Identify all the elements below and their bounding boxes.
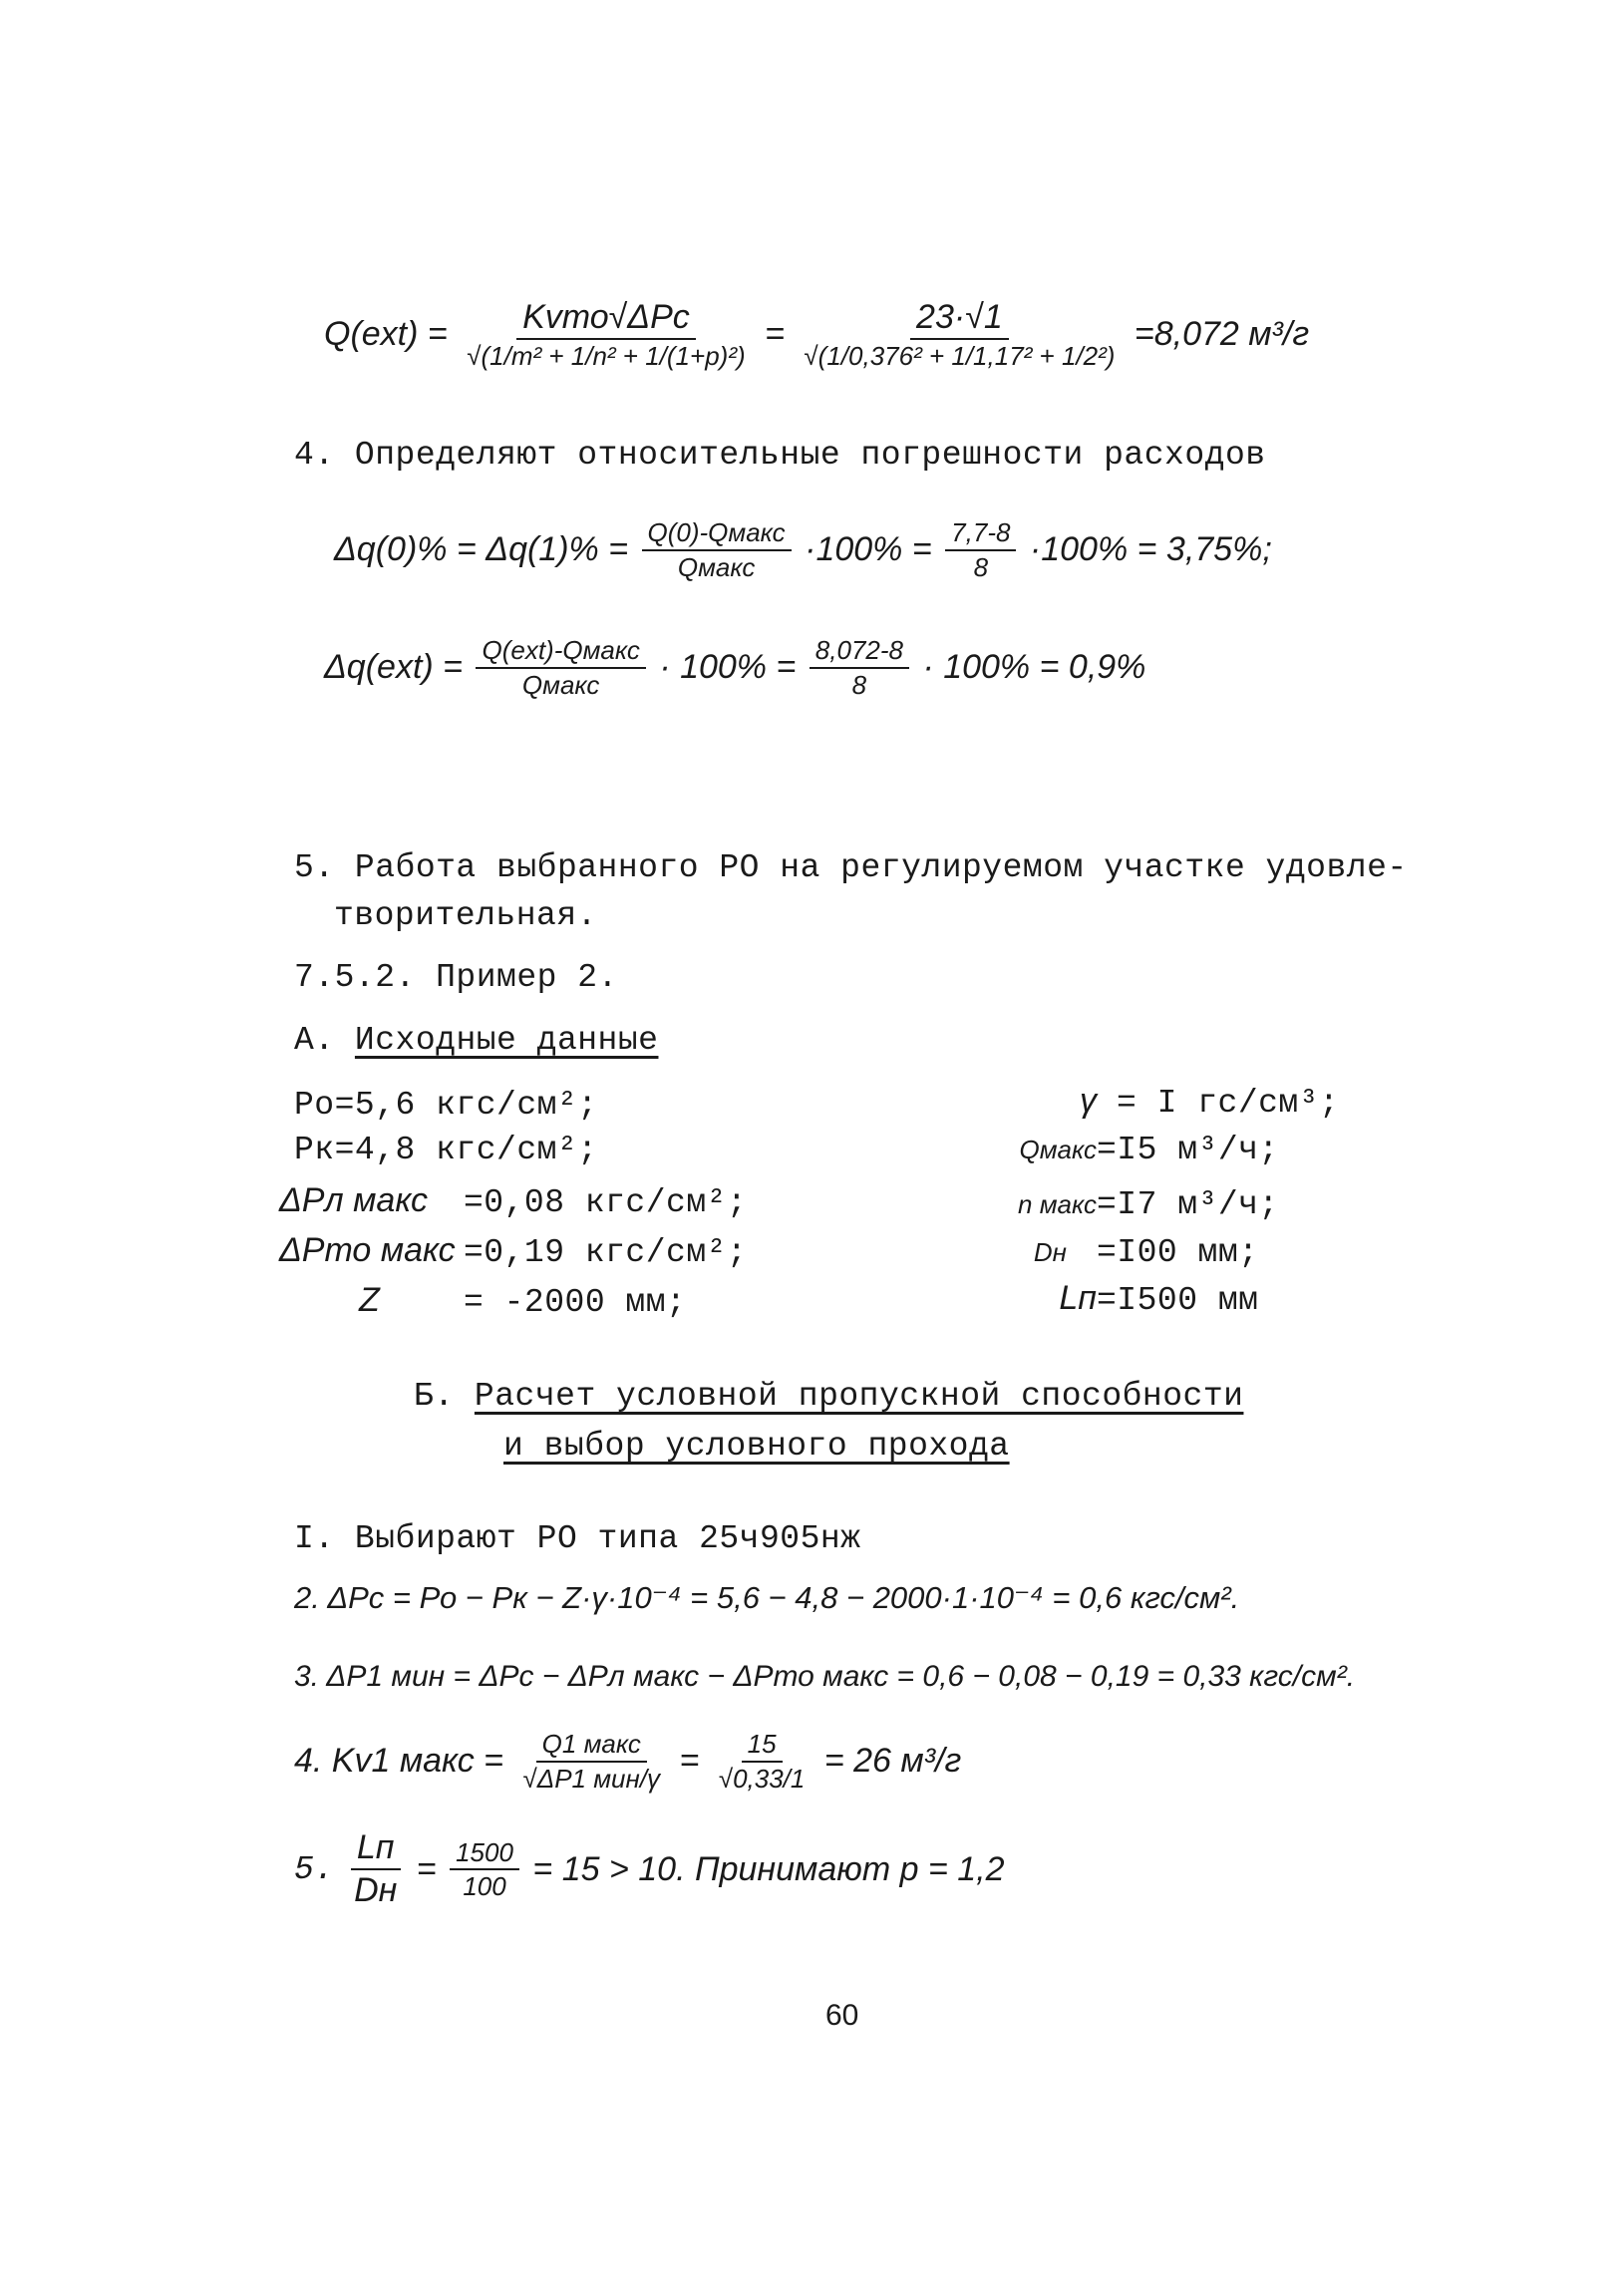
section-b-title-line-1: Расчет условной пропускной способности: [474, 1378, 1244, 1415]
fraction: $\frac{\text{Q(ext)-Qмакс}}{\text{Qмакс}}$: [476, 636, 645, 699]
fraction: $\frac{15}{√0,33/1}$: [718, 1729, 806, 1794]
fraction-denominator: √(1/0,376² + 1/1,17² + 1/2²): [804, 341, 1116, 372]
section-b-heading: Б. Расчет условной пропускной способности: [414, 1378, 1244, 1415]
fraction: $\frac{Lп}{Dн}$: [348, 1829, 403, 1910]
data-gamma: γ = I гс/см³;: [1080, 1082, 1340, 1122]
fraction: $\frac{8,072-8}{8}$: [810, 636, 909, 699]
data-ln: Lп=I500 мм: [1059, 1279, 1259, 1319]
section-a-title: Исходные данные: [354, 1022, 659, 1059]
formula-relative-error-0: Δq(0)% = Δq(1)% = $\frac{\text{Q(0)-Qмакс}}{\text{Qмакс}}$ ·100% = $\frac{7,7-8}{8}$ ·100% = 3,75%;: [334, 517, 1272, 582]
data-rk: Рк=4,8 кгс/см²;: [294, 1132, 598, 1168]
data-dp-l-max: ΔРл макс =0,08 кгс/см²;: [279, 1181, 748, 1221]
fraction-1: [461, 299, 751, 371]
fraction-denominator: √(1/m² + 1/n² + 1/(1+p)²): [467, 341, 746, 372]
page-number: 60: [825, 1999, 859, 2032]
fraction-2: [798, 299, 1121, 371]
step-5: 5. $\frac{Lп}{Dн}$ = $\frac{1500}{100}$ = 15 > 10. Принимают p = 1,2: [294, 1828, 1005, 1910]
formula-relative-error-ext: Δq(ext) = $\frac{\text{Q(ext)-Qмакс}}{\text{Qмакс}}$ · 100% = $\frac{8,072-8}{8}$ · 100% = 0,9%: [324, 635, 1146, 700]
formula-lhs: Q(ext): [324, 315, 419, 354]
item-5-line-2: творительная.: [334, 897, 597, 934]
step-4: 4. Kv1 макс = $\frac{\text{Q1 макс}}{\text{√ΔР1 мин/γ}}$ = $\frac{15}{√0,33/1}$ = 26 м³/г: [294, 1729, 962, 1794]
formula-flow-ext: Q(ext) = $\frac{\text{Kvто√ΔPc}}{\text{√(1/m² + 1/n² + 1/(1+p)²)}}$ = $\frac{23\cdot√1}{\text{√(1/0,376² + 1/1,17² + 1/2²)}}$ =8,072 м³/г: [324, 298, 1310, 372]
section-a-heading: А. Исходные данные: [294, 1022, 659, 1059]
fraction-numerator: 23·√1: [910, 299, 1009, 340]
step-2: 2. ΔРс = Ро − Рк − Z·γ·10⁻⁴ = 5,6 − 4,8 − 2000·1·10⁻⁴ = 0,6 кгс/см².: [294, 1580, 1240, 1615]
item-4: 4. Определяют относительные погрешности расходов: [294, 437, 1266, 474]
data-n-max: n макс=I7 м³/ч;: [1018, 1186, 1279, 1223]
data-ro: Ро=5,6 кгс/см²;: [294, 1087, 598, 1124]
formula-result: =8,072 м³/г: [1134, 315, 1310, 354]
fraction: $\frac{1500}{100}$: [450, 1838, 519, 1901]
section-b-title-line-2: и выбор условного прохода: [503, 1428, 1010, 1465]
fraction-numerator: Kvто√ΔPc: [516, 299, 696, 340]
fraction: $\frac{7,7-8}{8}$: [945, 518, 1016, 581]
fraction: $\frac{\text{Q(0)-Qмакс}}{\text{Qмакс}}$: [642, 518, 792, 581]
step-3: 3. ΔР1 мин = ΔРс − ΔРл макс − ΔРто макс = 0,6 − 0,08 − 0,19 = 0,33 кгс/см².: [294, 1660, 1356, 1693]
example-heading: 7.5.2. Пример 2.: [294, 959, 618, 996]
step-1: I. Выбирают РО типа 25ч905нж: [294, 1520, 861, 1557]
data-q-max: Qмакс=I5 м³/ч;: [1019, 1132, 1279, 1168]
item-5-line-1: 5. Работа выбранного РО на регулируемом участке удовле-: [294, 849, 1408, 886]
fraction: $\frac{\text{Q1 макс}}{\text{√ΔР1 мин/γ}}$: [522, 1729, 661, 1794]
data-dp-to-max: ΔРто макс =0,19 кгс/см²;: [279, 1231, 748, 1271]
data-z: Z = -2000 мм;: [359, 1281, 687, 1321]
data-dn: Dн =I00 мм;: [1033, 1234, 1259, 1271]
